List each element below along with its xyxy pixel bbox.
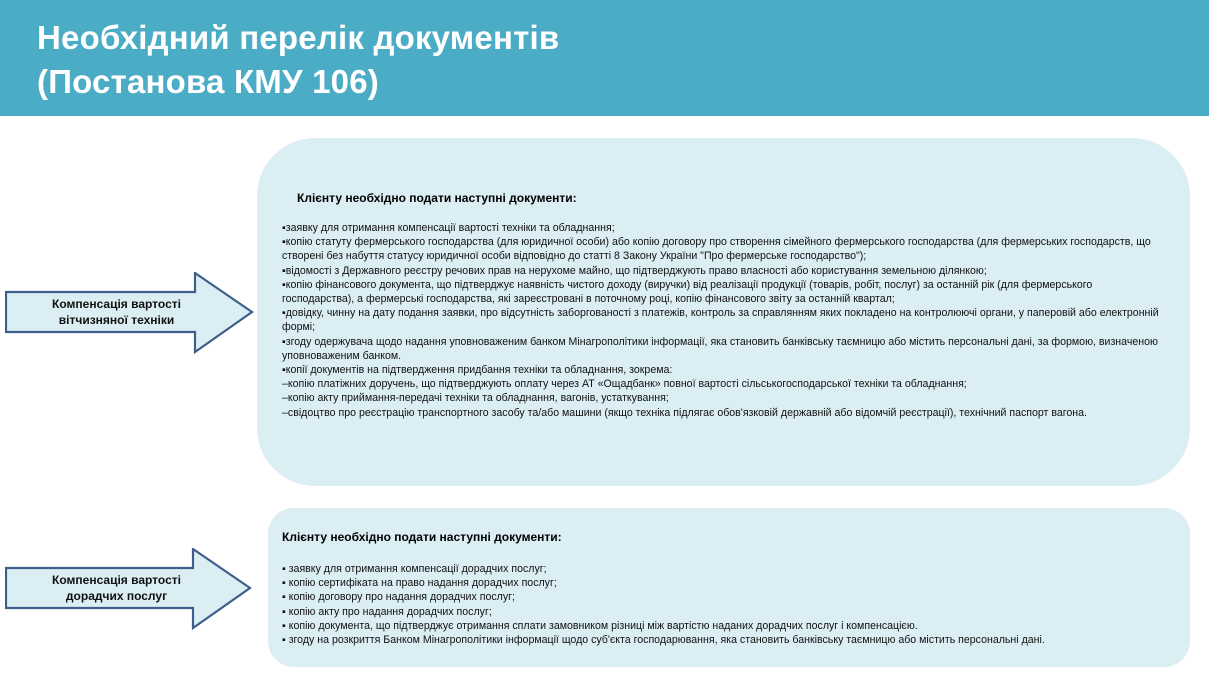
arrow-label-line1: Компенсація вартості — [52, 297, 181, 311]
arrow-label-line2: дорадчих послуг — [65, 589, 168, 603]
arrow-label-advisory-services — [9, 572, 224, 604]
panel-heading: Клієнту необхідно подати наступні документи: — [282, 530, 562, 544]
list-item: ▪довідку, чинну на дату подання заявки, про відсутність заборгованості з платежів, контроль за справлянням яких покладено на контролюючі органи, у паперовій або електронній формі; — [282, 307, 1159, 334]
list-item: ‒свідоцтво про реєстрацію транспортного засобу та/або машини (якщо техніка підлягає обов'язковій державній або відомчій реєстрації), технічний паспорт вагона. — [282, 406, 1087, 419]
documents-list — [282, 562, 1172, 647]
arrow-label-line2: вітчизняної техніки — [58, 313, 175, 327]
list-item: ▪ копію сертифіката на право надання дорадчих послуг; — [282, 577, 557, 590]
arrow-label-line1: Компенсація вартості — [52, 573, 181, 587]
list-item: ▪ копію документа, що підтверджує отримання сплати замовником різниці між вартістю наданих дорадчих послуг і компенсацією. — [282, 619, 918, 632]
arrow-label-domestic-equipment — [9, 296, 224, 328]
list-item: ‒копію платіжних доручень, що підтверджують оплату через АТ «Ощадбанк» повної вартості сільськогосподарської техніки та обладнання; — [282, 378, 967, 391]
list-item: ▪згоду одержувача щодо надання уповноваженим банком Мінагрополітики інформації, яка становить банківську таємницю або містить персональні дані, за формою, визначеною уповноваженим банком. — [282, 335, 1158, 362]
panel-heading: Клієнту необхідно подати наступні документи: — [297, 191, 577, 205]
documents-panel-equipment — [257, 138, 1190, 486]
arrow-advisory-services — [5, 548, 255, 630]
list-item: ▪копію статуту фермерського господарства (для юридичної особи) або копію договору про створення сімейного фермерського господарства (для фермерських господарств, що створені без набуття статусу юридичної особи відповідно до статті 8 Закону України "Про фермерське господарство"); — [282, 236, 1151, 263]
page-title-line1: Необхідний перелік документів — [37, 19, 560, 56]
list-item: ▪заявку для отримання компенсації вартості техніки та обладнання; — [282, 222, 615, 234]
page-title-line2: (Постанова КМУ 106) — [37, 63, 379, 100]
list-item: ▪ заявку для отримання компенсації дорадчих послуг; — [282, 563, 547, 575]
arrow-domestic-equipment — [5, 272, 255, 354]
documents-panel-advisory — [268, 508, 1190, 667]
list-item: ▪ копію договору про надання дорадчих послуг; — [282, 591, 515, 604]
list-item: ▪копію фінансового документа, що підтверджує наявність чистого доходу (виручки) від реалізації продукції (товарів, робіт, послуг) за останній рік (для фермерського господарства), а фермерські господарства, які зареєстровані в поточному році, копію фінансового звіту за останній квартал; — [282, 278, 1093, 306]
list-item: ▪відомості з Державного реєстру речових прав на нерухоме майно, що підтверджують право власності або користування земельною ділянкою; — [282, 264, 987, 277]
header-bar — [0, 0, 1209, 116]
page-title — [37, 16, 559, 104]
documents-list — [282, 221, 1162, 420]
list-item: ▪ копію акту про надання дорадчих послуг; — [282, 605, 492, 618]
list-item: ‒копію акту приймання-передачі техніки та обладнання, вагонів, устаткування; — [282, 392, 669, 405]
list-item: ▪ згоду на розкриття Банком Мінагрополітики інформації щодо суб'єкта господарювання, яка становить банківську таємницю або містить персональні дані. — [282, 634, 1045, 647]
list-item: ▪копії документів на підтвердження придбання техніки та обладнання, зокрема: — [282, 364, 673, 377]
